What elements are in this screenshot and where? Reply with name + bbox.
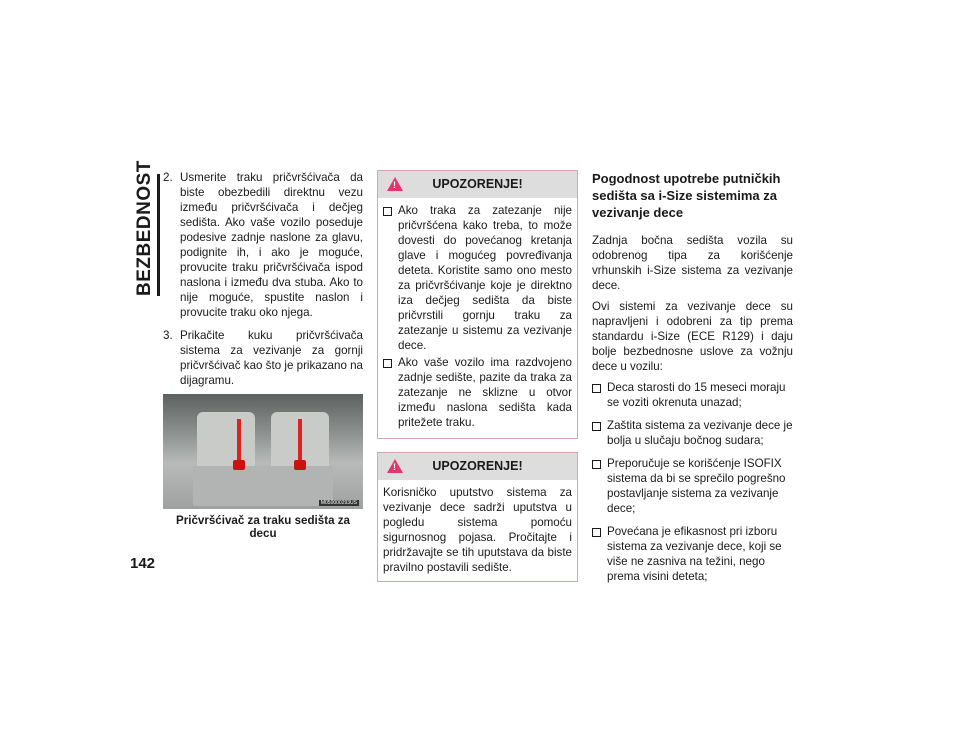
right-column [592, 170, 793, 592]
tether-hook-right [294, 460, 306, 470]
warning-body [378, 198, 577, 438]
warning-bullet [383, 355, 572, 430]
warning-title: UPOZORENJE! [432, 459, 523, 473]
figure-code: M050000293US [320, 500, 357, 506]
list-item-text: Preporučuje se korišćenje ISOFIX sistema da bi se sprečilo pogrešno postavljanje sistema za vezivanje dece; [607, 457, 786, 515]
checkbox-bullet-icon [592, 460, 601, 469]
page-number: 142 [130, 555, 156, 572]
warning-body-text: Korisničko uputstvo sistema za vezivanje dece sadrži uputstva u pogledu sistema pomoću sigurnosnog pojasa. Pročitajte i pridržavajte se tih uputstava da biste pravilno postavili sedište. [383, 486, 572, 574]
warning-bullet-text: Ako traka za zatezanje nije pričvršćena kako treba, to može dovesti do povećanog kretanja glave i mogućeg povređivanja deteta. Koristite samo ono mesto za pričvršćivanje koje je direktno iza dečjeg sedišta da biste pričvrstili gornju traku za zatezanje u sistemu za vezivanje dece. [398, 204, 572, 352]
warning-box [377, 452, 578, 582]
warning-box [377, 170, 578, 439]
seatback-left [197, 412, 255, 468]
warning-header [378, 453, 577, 480]
list-item-text: Povećana je efikasnost pri izboru sistema za vezivanje dece, koji se više ne zasniva na težini, nego prema visini deteta; [607, 525, 782, 583]
checkbox-bullet-icon [592, 384, 601, 393]
warning-header [378, 171, 577, 198]
figure-caption: Pričvršćivač za traku sedišta za decu [175, 514, 350, 540]
step-text: Usmerite traku pričvršćivača da biste obezbedili direktnu vezu između pričvršćivača i dečjeg sedišta. Ako vaše vozilo poseduje podesive zadnje naslone za glavu, podignite ih, i ako je moguće, provucite traku pričvršćivača ispod naslona i između dva stuba. Ako to nije moguće, spustite naslon i provucite traku oko njega. [180, 171, 363, 319]
step-number: 3. [163, 329, 173, 342]
section-tab [128, 160, 158, 298]
paragraph: Ovi sistemi za vezivanje dece su napravljeni i odobreni za tip prema standardu i-Size (ECE R129) i daju bolje bezbednosne uslove za vožnju dece u vozilu: [592, 300, 793, 373]
checkbox-bullet-icon [383, 359, 392, 368]
cargo-floor [193, 466, 333, 506]
warning-triangle-icon: ! [387, 177, 403, 191]
step-text: Prikačite kuku pričvršćivača sistema za vezivanje za gornji pričvršćivač kao što je prikazano na dijagramu. [180, 329, 364, 387]
paragraph: Zadnja bočna sedišta vozila su odobrenog tipa za korišćenje vrhunskih i-Size sistema za vezivanje dece. [592, 234, 793, 292]
list-item [592, 524, 793, 584]
warning-triangle-icon: ! [387, 459, 403, 473]
tether-anchor-photo [163, 394, 363, 509]
warning-body [378, 480, 577, 581]
list-item [592, 380, 793, 410]
step-item [163, 328, 363, 388]
warning-title: UPOZORENJE! [432, 177, 523, 191]
warning-bullet-text: Ako vaše vozilo ima razdvojeno zadnje sedište, pazite da traka za zatezanje ne sklizne u otvor između naslona sedišta kada pritežete traku. [398, 356, 572, 429]
tether-strap-right [298, 419, 302, 464]
list-item-text: Deca starosti do 15 meseci moraju se voziti okrenuta unazad; [607, 381, 786, 409]
warning-bullet [383, 203, 572, 353]
section-heading: Pogodnost upotrebe putničkih sedišta sa i-Size sistemima za vezivanje dece [592, 171, 781, 220]
checkbox-bullet-icon [592, 422, 601, 431]
checkbox-bullet-icon [592, 528, 601, 537]
list-item [592, 418, 793, 448]
step-number: 2. [163, 171, 173, 184]
middle-column [377, 170, 578, 595]
tether-strap-left [237, 419, 241, 464]
checkbox-bullet-icon [383, 207, 392, 216]
list-item-text: Zaštita sistema za vezivanje dece je bolja u slučaju bočnog sudara; [607, 419, 793, 447]
step-item [163, 170, 363, 320]
section-tab-label: BEZBEDNOST [130, 174, 160, 296]
tether-hook-left [233, 460, 245, 470]
list-item [592, 456, 793, 516]
